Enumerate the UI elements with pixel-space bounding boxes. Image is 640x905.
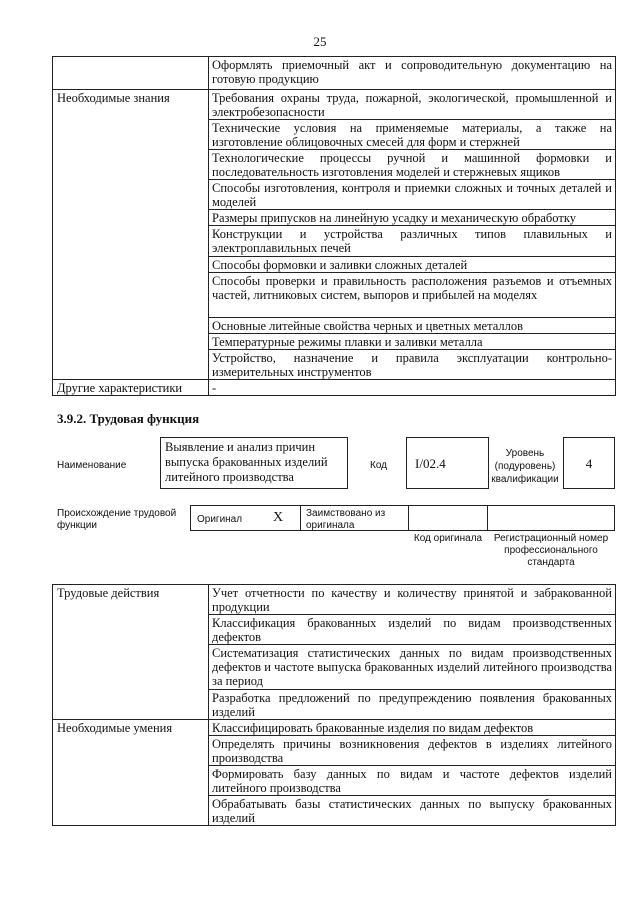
borrowed-box (300, 505, 409, 531)
original-box (190, 505, 301, 531)
row-value: Учет отчетности по качеству и количеству принятой и забракованной продукции (209, 585, 616, 615)
row-value: Способы изготовления, контроля и приемки сложных и точных деталей и моделей (209, 180, 616, 210)
row-value: Температурные режимы плавки и заливки металла (209, 334, 616, 350)
section-title: 3.9.2. Трудовая функция (57, 411, 200, 426)
origin-code-caption: Код оригинала (413, 533, 483, 544)
row-value: - (209, 380, 616, 396)
origin-code-box (408, 505, 488, 531)
row-label-knowledge: Необходимые знания (53, 90, 209, 380)
level-box (563, 437, 615, 489)
level-value: 4 (585, 456, 593, 471)
row-value: Способы формовки и заливки сложных деталей (209, 257, 616, 273)
row-value: Способы проверки и правильность расположения разъемов и отъемных частей, литниковых систем, выпоров и прибылей на моделях (209, 273, 616, 318)
table-row (53, 720, 616, 736)
table-row (53, 585, 616, 615)
name-label: Наименование (57, 460, 127, 471)
original-mark: X (273, 510, 284, 525)
reg-number-caption: Регистрационный номер профессионального стандарта (493, 533, 609, 568)
row-value: Основные литейные свойства черных и цветных металлов (209, 318, 616, 334)
row-value: Оформлять приемочный акт и сопроводительную документацию на готовую продукцию (209, 57, 616, 90)
row-value: Обрабатывать базы статистических данных по выпуску бракованных изделий (209, 796, 616, 826)
row-value: Размеры припусков на линейную усадку и механическую обработку (209, 210, 616, 226)
code-box (406, 437, 489, 489)
table-row (53, 90, 616, 120)
function-name: Выявление и анализ причин выпуска бракованных изделий литейного производства (165, 440, 328, 484)
row-value: Конструкции и устройства различных типов плавильных и электроплавильных печей (209, 226, 616, 257)
row-value: Требования охраны труда, пожарной, экологической, промышленной и электробезопасности (209, 90, 616, 120)
row-label (53, 57, 209, 90)
original-label: Оригинал (197, 514, 243, 525)
table-row (53, 380, 616, 396)
row-value: Формировать базу данных по видам и частоте дефектов изделий литейного производства (209, 766, 616, 796)
function-name-box (160, 437, 348, 489)
row-value: Определять причины возникновения дефектов в изделиях литейного производства (209, 736, 616, 766)
origin-label: Происхождение трудовой функции (57, 508, 177, 531)
row-value: Систематизация статистических данных по видам производственных дефектов и частоте выпуска бракованных изделий литейного производства за период (209, 645, 616, 690)
row-label-skills: Необходимые умения (53, 720, 209, 826)
row-value: Технологические процессы ручной и машинной формовки и последовательность изготовления моделей и стержневых ящиков (209, 150, 616, 180)
knowledge-table (52, 56, 616, 396)
table-row (53, 57, 616, 90)
row-value: Технические условия на применяемые материалы, а также на изготовление облицовочных смесей для форм и стержней (209, 120, 616, 150)
borrowed-label: Заимствовано из оригинала (306, 508, 386, 531)
page-number: 25 (313, 34, 327, 49)
row-label-actions: Трудовые действия (53, 585, 209, 720)
code-value: I/02.4 (415, 456, 446, 471)
actions-table (52, 584, 616, 826)
row-label-other: Другие характеристики (53, 380, 209, 396)
row-value: Разработка предложений по предупреждению появления бракованных изделий (209, 690, 616, 720)
reg-number-box (487, 505, 615, 531)
row-value: Классифицировать бракованные изделия по видам дефектов (209, 720, 616, 736)
row-value: Устройство, назначение и правила эксплуатации контрольно-измерительных инструментов (209, 350, 616, 380)
code-label: Код (370, 460, 388, 471)
level-label: Уровень (подуровень) квалификации (491, 448, 559, 485)
row-value: Классификация бракованных изделий по видам производственных дефектов (209, 615, 616, 645)
